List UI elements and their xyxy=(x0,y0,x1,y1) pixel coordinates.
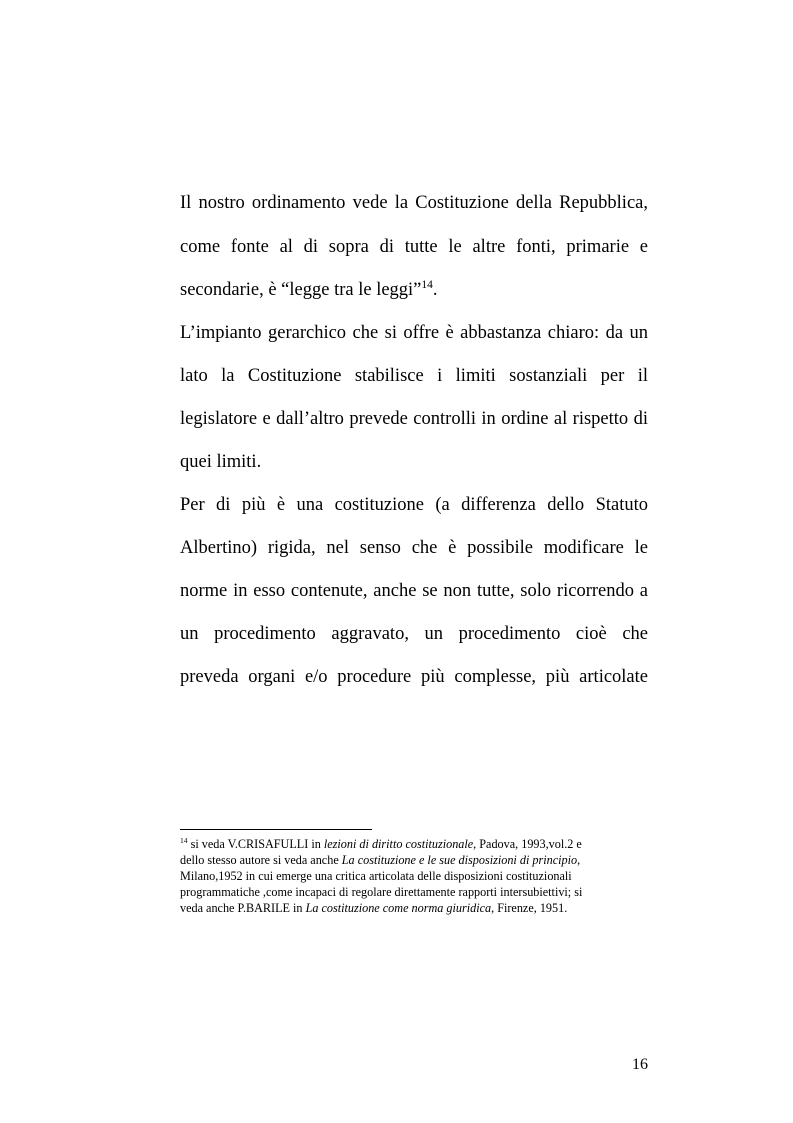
body-line-12: preveda organi e/o procedure più complesse, più articolate xyxy=(180,667,648,687)
body-line-3-text: secondarie, è “legge tra le leggi” xyxy=(180,280,422,300)
body-line-10: norme in esso contenute, anche se non tutte, solo ricorrendo a xyxy=(180,581,648,601)
body-line-3-tail: . xyxy=(432,280,438,300)
body-line-7: quei limiti. xyxy=(180,452,262,472)
footnote-text: veda anche P.BARILE in xyxy=(180,901,306,915)
body-line-5: lato la Costituzione stabilisce i limiti sostanziali per il xyxy=(180,366,648,386)
footnote-line-3: Milano,1952 in cui emerge una critica articolata delle disposizioni costituzionali xyxy=(180,869,572,883)
footnote-text: dello stesso autore si veda anche xyxy=(180,853,342,867)
body-line-2: come fonte al di sopra di tutte le altre fonti, primarie e xyxy=(180,237,648,257)
body-line-3 xyxy=(180,279,648,301)
body-line-11: un procedimento aggravato, un procedimento cioè che xyxy=(180,624,648,644)
body-line-9: Albertino) rigida, nel senso che è possibile modificare le xyxy=(180,538,648,558)
footnote-citation-title: La costituzione e le sue disposizioni di principio xyxy=(341,853,578,867)
footnote-line-2 xyxy=(180,853,635,868)
footnote-citation-title: lezioni di diritto costituzionale xyxy=(323,837,474,851)
footnote-text: , Firenze, 1951. xyxy=(491,901,568,915)
body-line-8: Per di più è una costituzione (a differenza dello Statuto xyxy=(180,495,648,515)
footnote-line-1 xyxy=(180,837,635,852)
footnote-marker: 14 xyxy=(180,835,188,845)
footnote-citation-title: La costituzione come norma giuridica xyxy=(305,901,492,915)
footnote-separator xyxy=(180,829,372,830)
page-number: 16 xyxy=(632,1056,648,1073)
footnote-line-4: programmatiche ,come incapaci di regolare direttamente rapporti intersubiettivi; si xyxy=(180,885,583,899)
body-line-1: Il nostro ordinamento vede la Costituzione della Repubblica, xyxy=(180,193,648,213)
footnote-text: si veda V.CRISAFULLI in xyxy=(187,837,324,851)
footnote-text: , xyxy=(577,853,581,867)
footnote-reference[interactable]: 14 xyxy=(421,278,433,291)
footnote-text: , Padova, 1993,vol.2 e xyxy=(473,837,582,851)
body-line-4: L’impianto gerarchico che si offre è abbastanza chiaro: da un xyxy=(180,323,648,343)
footnote-line-5 xyxy=(180,901,635,916)
body-line-6: legislatore e dall’altro prevede controlli in ordine al rispetto di xyxy=(180,409,648,429)
